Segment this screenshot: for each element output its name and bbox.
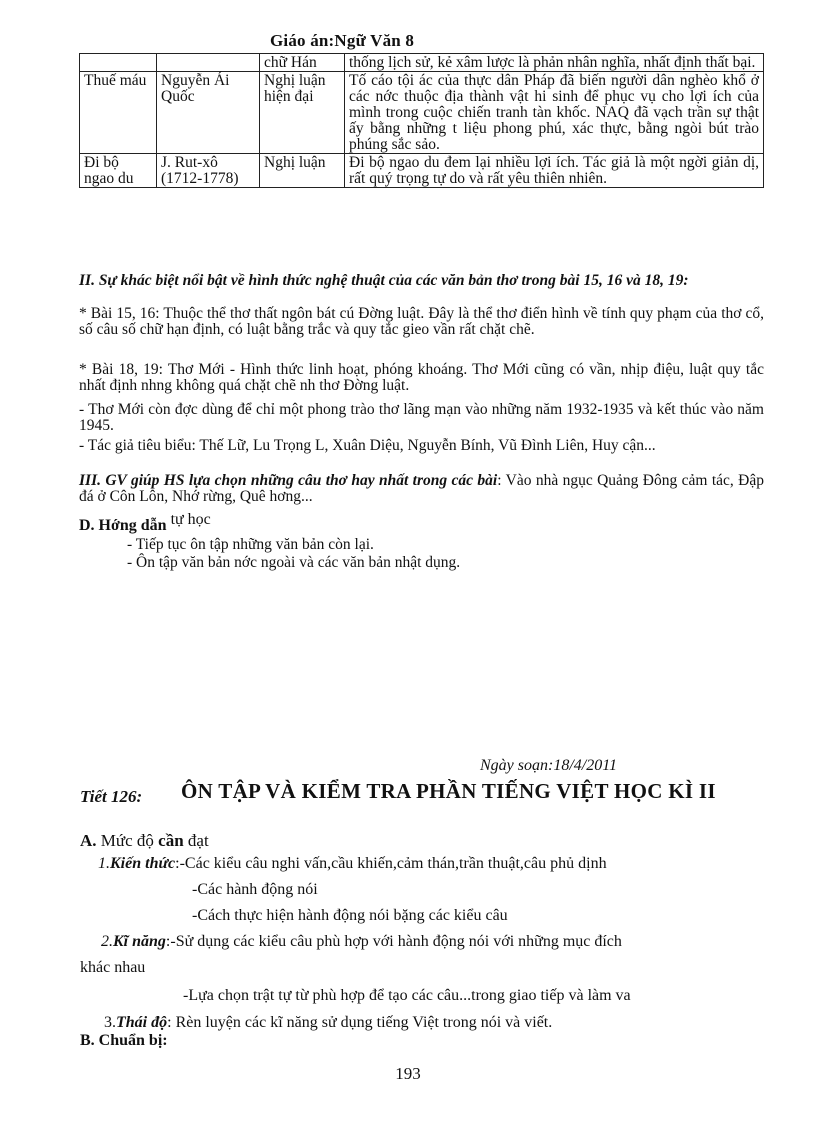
lesson-label: Tiết 126: [80, 787, 143, 806]
section-3-paragraph [79, 473, 764, 505]
section-d-item: - Tiếp tục ôn tập những văn bản còn lại. [127, 536, 374, 553]
lesson-date: Ngày soạn:18/4/2011 [480, 757, 618, 774]
section-2-para-1: * Bài 15, 16: Thuộc thể thơ thất ngôn bát cú Đờng luật. Đây là thể thơ điển hình về tính quy phạm của thơ cổ, số câu số chữ hạn định, có luật bằng trắc và quy tắc gieo vần rất chặt chẽ. [79, 305, 764, 338]
table-row [80, 154, 764, 188]
section-d-item: - Ôn tập văn bản nớc ngoài và các văn bản nhật dụng. [127, 554, 461, 571]
skill-line-2: -Lựa chọn trật tự từ phù hợp để tạo các câu...trong giao tiếp và làm va [183, 987, 631, 1004]
section-b-heading: B. Chuẩn bị: [80, 1032, 168, 1049]
section-2-para-4: - Tác giả tiêu biểu: Thế Lữ, Lu Trọng L, Xuân Diệu, Nguyễn Bính, Vũ Đình Liên, Huy cận... [79, 437, 656, 454]
knowledge-text-1: :-Các kiểu câu nghi vấn,cầu khiến,cảm thán,trần thuật,câu phủ dịnh [175, 855, 607, 872]
table-cell-genre: Nghị luận [260, 154, 345, 188]
section-d-heading [79, 511, 211, 535]
page-header-title: Giáo án:Ngữ Văn 8 [270, 31, 415, 50]
knowledge-line-2: -Các hành động nói [192, 881, 318, 898]
section-a-text-2: đạt [187, 831, 209, 850]
knowledge-line-1 [98, 855, 607, 873]
skill-text-1: :-Sử dụng các kiểu câu phù hợp với hành động nói với những mục đích [165, 933, 622, 950]
attitude-text: : Rèn luyện các kĩ năng sử dụng tiếng Việt trong nói và viết. [167, 1014, 553, 1031]
attitude-line [104, 1014, 552, 1032]
table-cell-title: Đi bộ ngao du [80, 154, 157, 188]
section-2-para-3: - Thơ Mới còn đợc dùng để chỉ một phong trào thơ lãng mạn vào những năm 1932-1935 và kết thúc vào năm 1945. [79, 401, 764, 434]
table-cell-author [157, 54, 260, 72]
section-d-title: D. Hớng dẫn [79, 517, 167, 534]
section-3-text: : Vào nhà ngục Quảng Đông cảm tác, Đập đá ở Côn Lôn, Nhớ rừng, Quê hơng... [79, 472, 764, 505]
section-2-heading: II. Sự khác biệt nổi bật về hình thức nghệ thuật của các văn bản thơ trong bài 15, 16 và 18, 19: [79, 272, 689, 289]
section-a-text-1: Mức độ [100, 831, 154, 850]
skill-line-1b: khác nhau [80, 959, 146, 976]
skill-label: Kĩ năng [113, 933, 166, 950]
section-2-para-2: * Bài 18, 19: Thơ Mới - Hình thức linh hoạt, phóng khoáng. Thơ Mới cũng có vần, nhịp điệu, luật quy tắc nhất định nhng không quá chặt chẽ nh thơ Đờng luật. [79, 361, 764, 394]
attitude-num: 3. [104, 1014, 116, 1031]
section-a-prefix: A. [80, 831, 97, 850]
literature-table [79, 53, 764, 188]
table-cell-content: Tố cáo tội ác của thực dân Pháp đã biến người dân nghèo khổ ở các nớc thuộc địa thành vật hi sinh để phục vụ cho lợi ích của mình trong cuộc chiến tranh tàn khốc. NAQ đã vạch trần sự thật ấy bằng những t liệu phong phú, xác thực, bằng ngòi bút trào phúng sắc sảo. [345, 72, 764, 154]
table-cell-genre: chữ Hán [260, 54, 345, 72]
table-cell-content: thống lịch sử, kẻ xâm lược là phản nhân nghĩa, nhất định thất bại. [345, 54, 764, 72]
table-cell-title: Thuế máu [80, 72, 157, 154]
table-row [80, 54, 764, 72]
knowledge-line-3: -Cách thực hiện hành động nói bặng các kiểu câu [192, 907, 508, 924]
skill-num: 2. [101, 933, 113, 950]
page-number: 193 [395, 1064, 421, 1083]
table-cell-content: Đi bộ ngao du đem lại nhiều lợi ích. Tác giả là một ngời giản dị, rất quý trọng tự do và rất yêu thiên nhiên. [345, 154, 764, 188]
knowledge-label: Kiến thức [110, 855, 176, 872]
lesson-title: ÔN TẬP VÀ KIỂM TRA PHẦN TIẾNG VIỆT HỌC KÌ II [181, 779, 716, 803]
attitude-label: Thái độ [116, 1014, 168, 1031]
table-row [80, 72, 764, 154]
section-a-heading [80, 831, 209, 851]
knowledge-num: 1. [98, 855, 110, 872]
skill-line-1 [101, 933, 766, 951]
section-a-bold: cần [158, 831, 184, 850]
table-cell-genre: Nghị luận hiện đại [260, 72, 345, 154]
table-cell-author: J. Rut-xô (1712-1778) [157, 154, 260, 188]
section-d-sup: tự học [170, 511, 211, 528]
section-3-heading: III. GV giúp HS lựa chọn những câu thơ hay nhất trong các bài [79, 472, 498, 489]
table-cell-title [80, 54, 157, 72]
table-cell-author: Nguyễn Ái Quốc [157, 72, 260, 154]
